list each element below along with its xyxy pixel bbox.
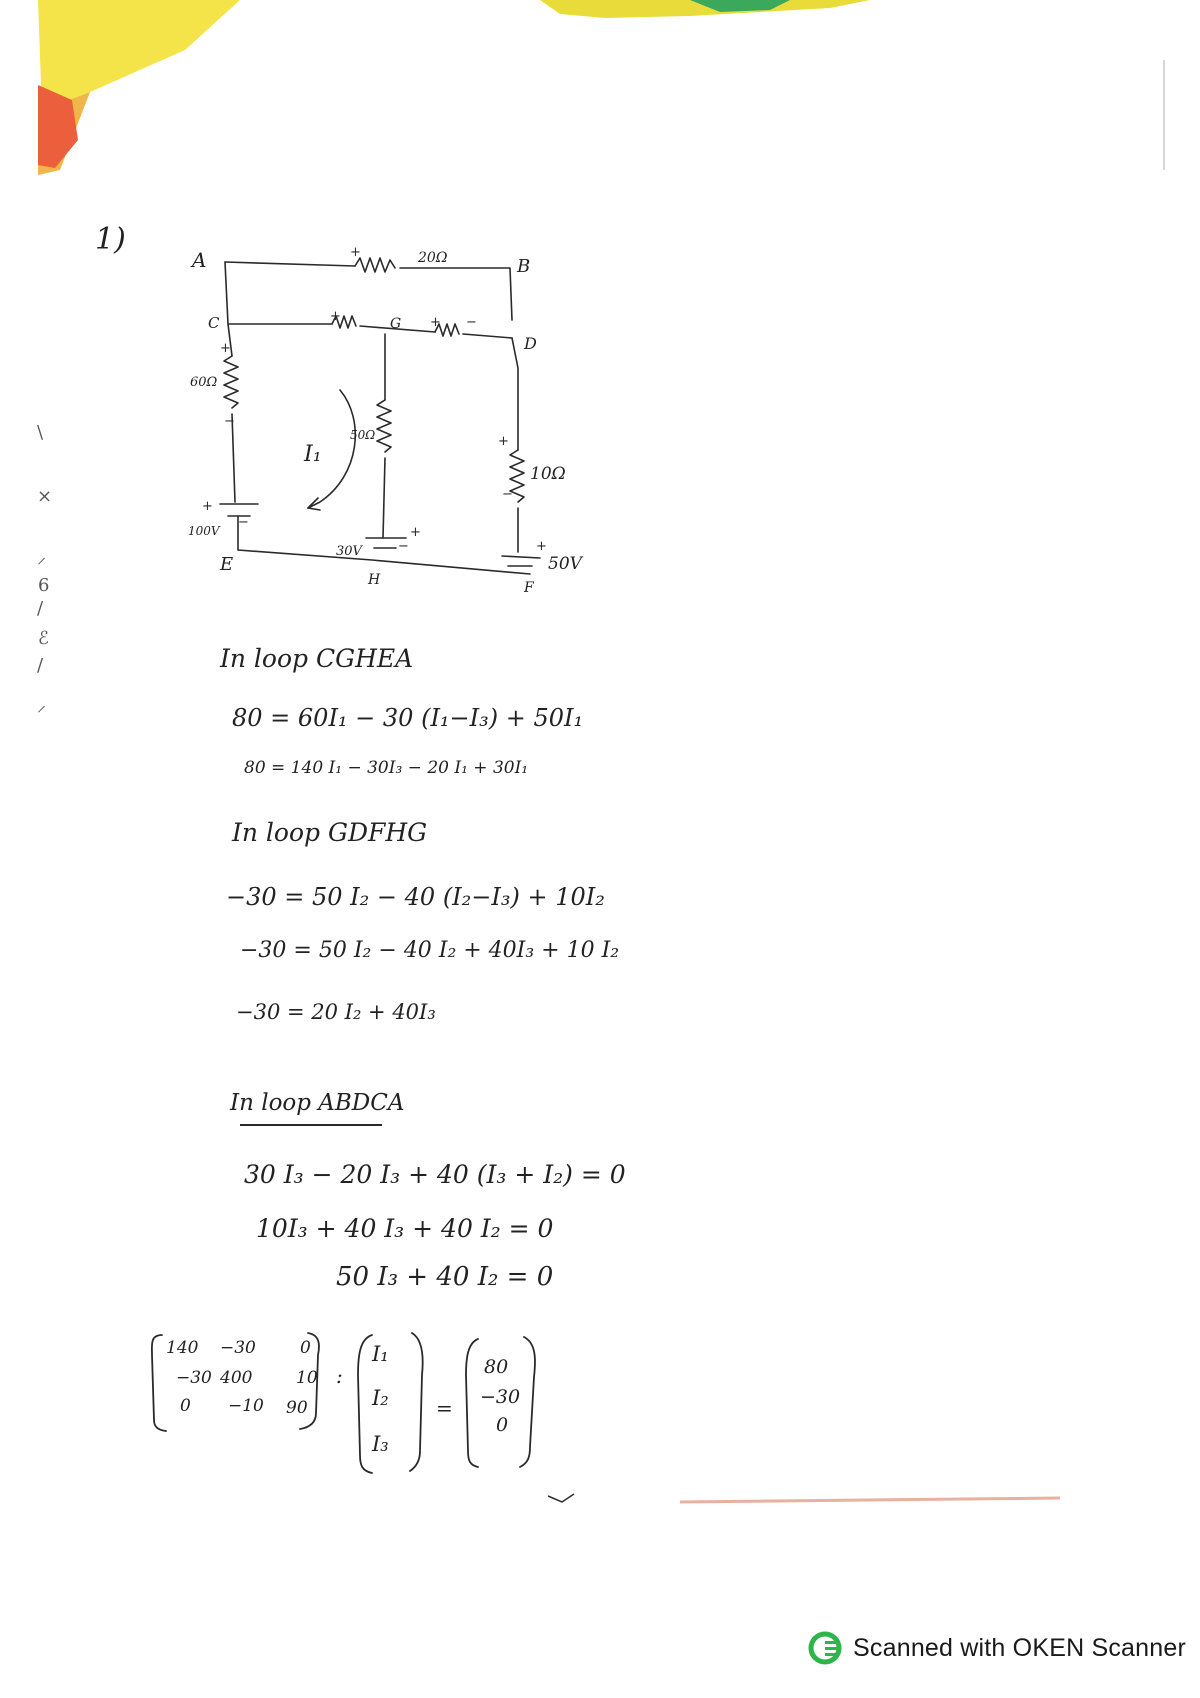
node-f-label: F	[524, 580, 534, 596]
v-left-label: 100V	[188, 524, 220, 538]
loop2-heading: In loop GDFHG	[232, 818, 428, 847]
svg-text:+: +	[330, 309, 341, 324]
unknown-cell: I₁	[372, 1342, 389, 1366]
svg-text:−: −	[466, 315, 477, 330]
matrix-cell: −10	[228, 1396, 264, 1416]
loop1-eq1: 80 = 60I₁ − 30 (I₁−I₃) + 50I₁	[232, 704, 584, 732]
node-c-label: C	[208, 314, 220, 332]
loop2-eq1: −30 = 50 I₂ − 40 (I₂−I₃) + 10I₂	[226, 883, 605, 911]
loop1-eq2: 80 = 140 I₁ − 30I₃ − 20 I₁ + 30I₁	[244, 758, 529, 778]
resistor-left	[224, 356, 238, 408]
r-left-label: 60Ω	[190, 375, 218, 390]
node-b-label: B	[517, 256, 531, 277]
corner-artwork	[0, 0, 1200, 200]
r-top-label: 20Ω	[418, 250, 448, 266]
loop3-heading: In loop ABDCA	[230, 1090, 405, 1116]
loop3-eq2: 10I₃ + 40 I₃ + 40 I₂ = 0	[256, 1214, 554, 1243]
svg-text:−: −	[224, 414, 235, 429]
node-d-label: D	[524, 334, 537, 353]
loop2-eq3: −30 = 20 I₂ + 40I₃	[236, 1000, 436, 1024]
current-label: I₁	[304, 442, 322, 467]
node-h-label: H	[368, 572, 381, 588]
svg-text:+: +	[536, 539, 547, 554]
wire-right	[512, 338, 518, 450]
matrix-cell: 0	[300, 1338, 311, 1358]
loop3-eq1: 30 I₃ − 20 I₃ + 40 (I₃ + I₂) = 0	[244, 1160, 626, 1189]
node-g-label: G	[390, 316, 402, 332]
r-right-label: 10Ω	[530, 464, 566, 484]
scan-artifact	[540, 1490, 1080, 1510]
svg-text:+: +	[430, 315, 441, 330]
r-mid-label: 50Ω	[350, 428, 376, 442]
v-mid-label: 30V	[336, 544, 362, 559]
matrix-cell: 140	[166, 1338, 199, 1358]
scanner-text: Scanned with OKEN Scanner	[853, 1633, 1186, 1662]
colon-sign: :	[336, 1364, 343, 1388]
resistor-mid	[377, 400, 391, 452]
unknown-cell: I₃	[372, 1432, 389, 1456]
problem-number: 1)	[95, 222, 126, 257]
svg-text:−: −	[238, 515, 249, 530]
matrix-cell: −30	[176, 1368, 212, 1388]
scanner-watermark	[807, 1630, 1186, 1666]
svg-text:+: +	[498, 434, 509, 449]
oken-logo-icon	[807, 1630, 843, 1666]
loop2-eq2: −30 = 50 I₂ − 40 I₂ + 40I₃ + 10 I₂	[240, 938, 620, 963]
svg-text:+: +	[202, 499, 213, 514]
loop1-heading: In loop CGHEA	[220, 644, 414, 673]
svg-text:−: −	[502, 487, 513, 502]
matrix-cell: 10	[296, 1368, 318, 1388]
rhs-cell: 0	[496, 1414, 509, 1436]
scanned-page: \ × ⸝ 6 / ℰ / ⸝ 1) + + + − + − + − + − + − + A B C D E H F G 20Ω 60Ω 50Ω 10Ω 100V 30V 50V I₁ In loop CGHEA 80 = 60I₁ − 30 (I₁−I₃) + 50I₁ 80 = 140 I₁ − 30I₃ − 20 I₁ + 30I₁ In loop GDFHG −30 = 50 I₂ − 40 (I₂−I₃) + 10I₂ −30 = 50 I₂ − 40 I₂ + 40I₃ + 10 I₂ −30 = 20 I₂ + 40I₃ In loop ABDCA 30 I₃ − 20 I₃ + 40 (I₃ + I₂) = 0 10I₃ + 40 I₃ + 40 I₂ = 0 50 I₃ + 40 I₂ = 0 140 −30 0 −30 400 10 0 −10 90 : I₁ I₂ I₃ = 80 −30 0 Scanned with OKEN Scanner	[0, 0, 1200, 1698]
node-e-label: E	[220, 554, 234, 575]
node-a-label: A	[192, 248, 207, 272]
wire-top	[225, 262, 355, 266]
matrix-cell: 0	[180, 1396, 191, 1416]
battery-right	[502, 556, 540, 566]
resistor-top	[355, 258, 395, 272]
unknown-cell: I₂	[372, 1386, 389, 1410]
matrix-cell: −30	[220, 1338, 256, 1358]
rhs-cell: 80	[484, 1356, 509, 1378]
svg-text:−: −	[398, 539, 409, 554]
svg-text:+: +	[350, 245, 361, 260]
loop3-eq3: 50 I₃ + 40 I₂ = 0	[336, 1262, 554, 1292]
matrix-cell: 90	[286, 1398, 308, 1418]
svg-text:+: +	[410, 525, 421, 540]
equals-sign: =	[436, 1396, 453, 1420]
rhs-cell: −30	[480, 1386, 521, 1408]
matrix-cell: 400	[220, 1368, 253, 1388]
v-right-label: 50V	[548, 554, 582, 574]
heading-underline	[240, 1124, 382, 1126]
page-edge	[1163, 60, 1165, 170]
svg-text:+: +	[220, 341, 231, 356]
